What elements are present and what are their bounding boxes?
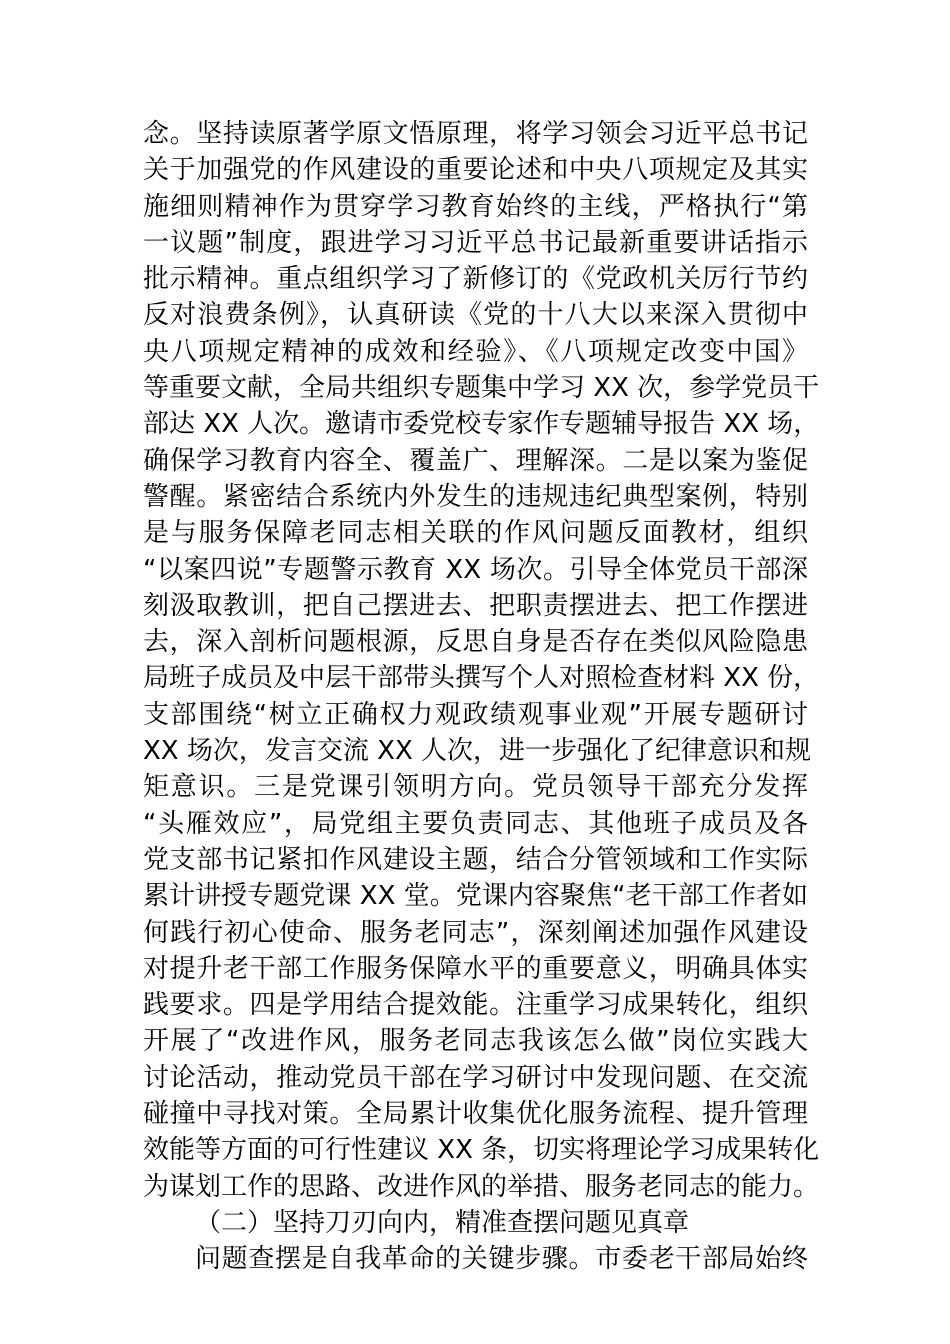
text-line: 一议题”制度，跟进学习习近平总书记最新重要讲话指示 <box>143 227 808 258</box>
text-line: 反对浪费条例》，认真研读《党的十八大以来深入贯彻中 <box>143 300 808 331</box>
text-line: 讨论活动，推动党员干部在学习研讨中发现问题、在交流 <box>143 1062 808 1093</box>
text-line: 刻汲取教训，把自己摆进去、把职责摆进去、把工作摆进 <box>143 590 808 621</box>
text-line: 央八项规定精神的成效和经验》、《八项规定改变中国》 <box>143 336 808 367</box>
text-line: XX 场次，发言交流 XX 人次，进一步强化了纪律意识和规 <box>143 736 812 767</box>
text-line: 何践行初心使命、服务老同志”，深刻阐述加强作风建设 <box>143 917 808 948</box>
text-line: 等重要文献，全局共组织专题集中学习 XX 次，参学党员干 <box>143 373 820 404</box>
text-line: 开展了“改进作风，服务老同志我该怎么做”岗位实践大 <box>143 1026 808 1057</box>
text-line: 关于加强党的作风建设的重要论述和中央八项规定及其实 <box>143 155 808 186</box>
text-line: 累计讲授专题党课 XX 堂。党课内容聚焦“老干部工作者如 <box>143 881 808 912</box>
body-text <box>143 116 820 1278</box>
text-line: 去，深入剖析问题根源，反思自身是否存在类似风险隐患 <box>143 627 808 658</box>
text-line: 效能等方面的可行性建议 XX 条，切实将理论学习成果转化 <box>143 1135 820 1166</box>
text-line: 矩意识。三是党课引领明方向。党员领导干部充分发挥 <box>143 772 808 803</box>
text-line: 施细则精神作为贯穿学习教育始终的主线，严格执行“第 <box>143 191 808 222</box>
text-line: 警醒。紧密结合系统内外发生的违规违纪典型案例，特别 <box>143 481 808 512</box>
text-line: 批示精神。重点组织学习了新修订的《党政机关厉行节约 <box>143 264 808 295</box>
text-line: 问题查摆是自我革命的关键步骤。市委老干部局始终 <box>195 1244 808 1275</box>
text-line: “以案四说”专题警示教育 XX 场次。引导全体党员干部深 <box>143 554 808 585</box>
text-line: 对提升老干部工作服务保障水平的重要意义，明确具体实 <box>143 953 808 984</box>
text-line: “头雁效应”，局党组主要负责同志、其他班子成员及各 <box>143 808 808 839</box>
text-line: 部达 XX 人次。邀请市委党校专家作专题辅导报告 XX 场， <box>143 409 820 440</box>
section-heading: （二）坚持刀刃向内，精准查摆问题见真章 <box>195 1207 690 1238</box>
text-line: 是与服务保障老同志相关联的作风问题反面教材，组织 <box>143 518 808 549</box>
text-line: 碰撞中寻找对策。全局累计收集优化服务流程、提升管理 <box>143 1099 808 1130</box>
text-line: 念。坚持读原著学原文悟原理，将学习领会习近平总书记 <box>143 119 808 149</box>
text-line: 党支部书记紧扣作风建设主题，结合分管领域和工作实际 <box>143 844 808 875</box>
text-line: 支部围绕“树立正确权力观政绩观事业观”开展专题研讨 <box>143 699 808 730</box>
text-line: 践要求。四是学用结合提效能。注重学习成果转化，组织 <box>143 990 808 1021</box>
text-line: 确保学习教育内容全、覆盖广、理解深。二是以案为鉴促 <box>143 445 808 476</box>
text-line: 局班子成员及中层干部带头撰写个人对照检查材料 XX 份， <box>143 663 820 694</box>
paragraph-end-line: 为谋划工作的思路、改进作风的举措、服务老同志的能力。 <box>143 1171 820 1202</box>
